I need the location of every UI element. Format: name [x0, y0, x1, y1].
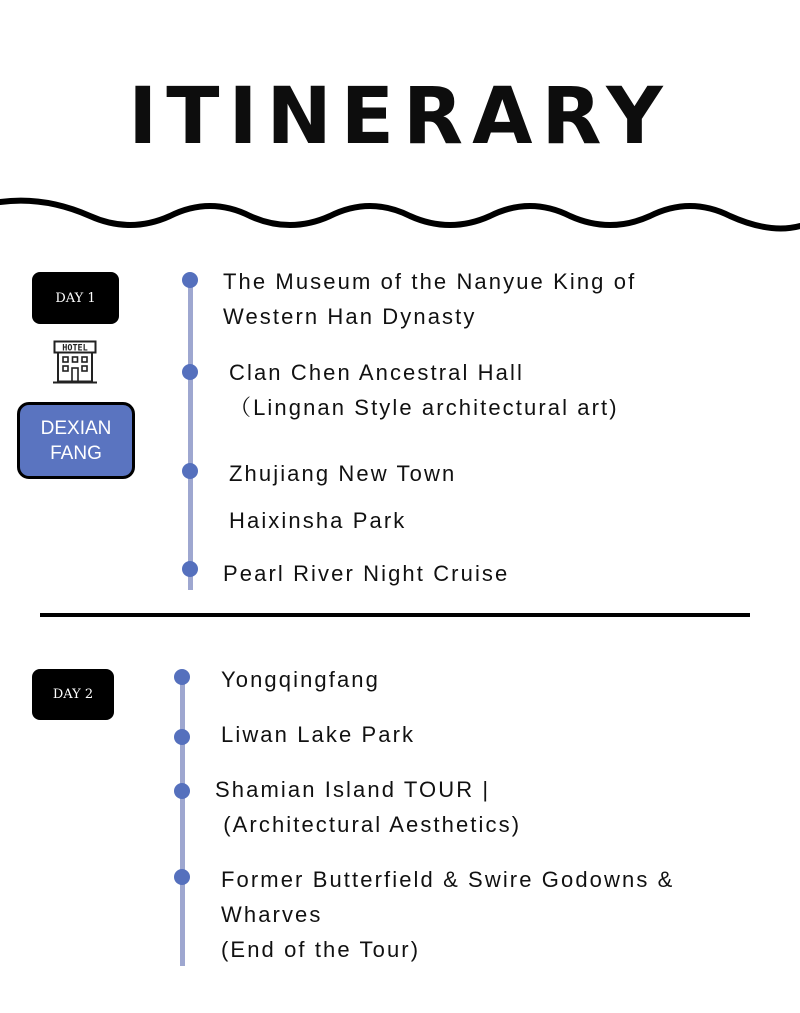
day1-stop5	[223, 556, 509, 591]
stop-line: （Lingnan Style architectural art)	[229, 395, 619, 420]
day1-stop4	[229, 503, 406, 538]
hotel-name-line2: FANG	[50, 442, 102, 464]
stop-line: Western Han Dynasty	[223, 304, 477, 329]
page-title: ITINERARY	[128, 72, 672, 162]
stop-line: Liwan Lake Park	[221, 722, 416, 747]
stop-line: Wharves	[221, 902, 323, 927]
day2-stop4	[221, 862, 674, 967]
day1-stop5-dot	[182, 561, 198, 577]
day2-stop3-dot	[174, 783, 190, 799]
day1-stop2	[229, 355, 619, 425]
stop-line: Yongqingfang	[221, 667, 380, 692]
hotel-name-line1: DEXIAN	[40, 417, 112, 439]
hotel-name-box	[17, 402, 135, 479]
day1-badge: DAY 1	[32, 272, 119, 324]
day2-stop1-dot	[174, 669, 190, 685]
stop-line: Former Butterfield & Swire Godowns &	[221, 867, 675, 892]
stop-line: Shamian Island TOUR |	[215, 777, 491, 802]
day2-timeline	[180, 680, 185, 966]
day1-stop3	[229, 456, 456, 491]
wave-divider	[0, 188, 800, 248]
stop-line: Zhujiang New Town	[229, 461, 457, 486]
day2-badge: DAY 2	[32, 669, 114, 720]
stop-line: (End of the Tour)	[221, 937, 421, 962]
stop-line: Haixinsha Park	[229, 508, 407, 533]
svg-text:HOTEL: HOTEL	[62, 343, 88, 354]
stop-line: Pearl River Night Cruise	[223, 561, 510, 586]
day2-stop1	[221, 662, 380, 697]
day1-stop3-dot	[182, 463, 198, 479]
section-divider	[40, 613, 750, 617]
stop-line: The Museum of the Nanyue King of	[223, 269, 637, 294]
stop-line: Clan Chen Ancestral Hall	[229, 360, 524, 385]
day2-stop4-dot	[174, 869, 190, 885]
day1-timeline	[188, 283, 193, 590]
stop-line: (Architectural Aesthetics)	[215, 812, 522, 837]
day1-stop2-dot	[182, 364, 198, 380]
hotel-building-icon	[53, 340, 97, 384]
day2-stop3	[215, 772, 521, 842]
day2-stop2-dot	[174, 729, 190, 745]
day1-stop1-dot	[182, 272, 198, 288]
day1-stop1	[223, 264, 636, 334]
day2-stop2	[221, 717, 415, 752]
